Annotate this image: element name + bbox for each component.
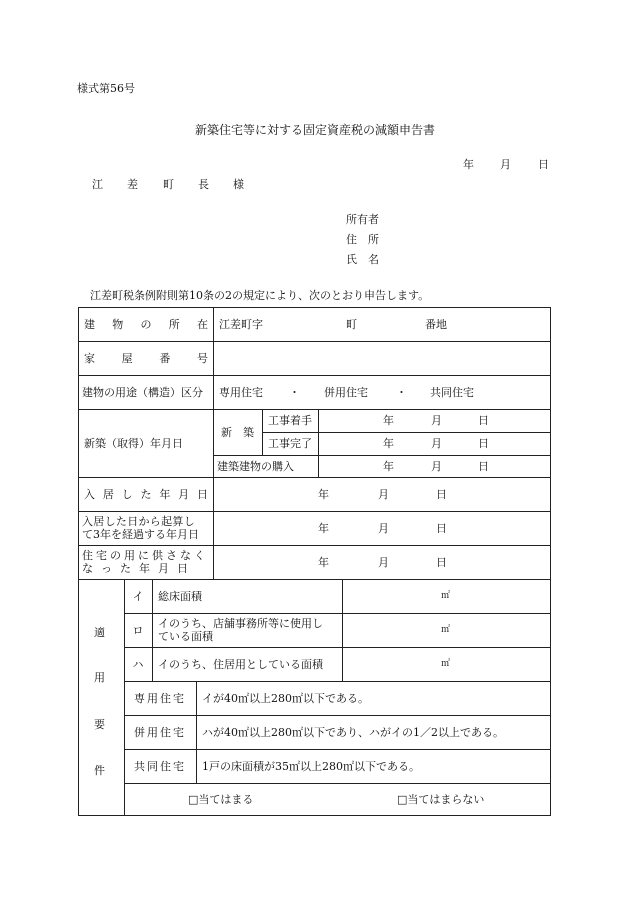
three-years-year: 年: [318, 521, 329, 535]
date-day: 日: [538, 158, 549, 171]
item-mark-ha: ハ: [132, 657, 144, 671]
item-text-ro: [158, 613, 340, 647]
construction-start-label: 工事着手: [268, 414, 312, 427]
item-unit-i: ㎡: [441, 590, 451, 601]
three-years-day: 日: [436, 521, 447, 535]
not-used-label-line1: 住宅の用に供さなく: [82, 549, 208, 562]
condition-text-shared: 1戸の床面積が35㎡以上280㎡以下である。: [202, 759, 420, 773]
side-label-1: 適: [94, 626, 105, 639]
side-label-2: 用: [94, 671, 105, 684]
item-mark-i: イ: [132, 589, 144, 603]
name-label: 氏 名: [346, 253, 379, 266]
location-label: 建 物 の 所 在: [84, 317, 208, 331]
not-used-label: [82, 545, 212, 579]
purchase-label: 建築建物の購入: [217, 459, 294, 473]
addressee-1: 江: [92, 178, 103, 191]
start-day: 日: [478, 414, 489, 427]
form-number: 様式第56号: [77, 82, 135, 95]
condition-label-dedicated: 専用住宅: [134, 691, 186, 705]
move-in-month: 月: [378, 487, 389, 501]
usage-option-combined: 併用住宅: [324, 385, 368, 399]
item-mark-ro: ロ: [132, 623, 144, 637]
move-in-label: 入 居 し た 年 月 日: [84, 487, 208, 501]
item-unit-ro: ㎡: [441, 624, 451, 635]
move-in-day: 日: [436, 487, 447, 501]
shinchiku-label: 新 築: [221, 425, 254, 439]
condition-label-shared: 共同住宅: [134, 759, 186, 773]
checkbox-applies[interactable]: □当てはまる: [188, 792, 254, 806]
item-unit-ha: ㎡: [441, 658, 451, 669]
three-years-label-line2: て3年を経過する年月日: [82, 528, 199, 541]
side-label-3: 要: [94, 718, 105, 731]
complete-month: 月: [431, 437, 442, 450]
condition-label-combined: 併用住宅: [134, 725, 186, 739]
item-text-i: 総床面積: [158, 589, 202, 603]
location-banchi: 番地: [425, 317, 447, 331]
location-town: 町: [346, 317, 357, 331]
purchase-year: 年: [383, 459, 394, 473]
three-years-label: [82, 511, 212, 545]
address-label: 住 所: [346, 233, 379, 246]
intro-text: 江差町税条例附則第10条の2の規定により、次のとおり申告します。: [90, 289, 430, 302]
usage-label: 建物の用途（構造）区分: [82, 385, 203, 399]
usage-separator-2: ・: [396, 385, 407, 399]
date-year: 年: [463, 158, 474, 171]
not-used-day: 日: [436, 555, 447, 569]
addressee-2: 差: [127, 178, 138, 191]
acquisition-label: 新築（取得）年月日: [84, 436, 183, 450]
not-used-label-line2: なった年月日: [82, 562, 196, 575]
date-month: 月: [500, 158, 511, 171]
move-in-year: 年: [318, 487, 329, 501]
start-year: 年: [383, 414, 394, 427]
not-used-year: 年: [318, 555, 329, 569]
condition-text-combined: ハが40㎡以上280㎡以下であり、ハがイの1／2以上である。: [202, 725, 504, 739]
item-text-ro-line1: イのうち、店舗事務所等に使用し: [158, 617, 323, 630]
item-text-ro-line2: ている面積: [158, 630, 213, 643]
usage-option-shared: 共同住宅: [430, 385, 474, 399]
purchase-month: 月: [431, 459, 442, 473]
page-title: 新築住宅等に対する固定資産税の減額申告書: [194, 123, 435, 137]
addressee-5: 様: [233, 178, 244, 191]
three-years-label-line1: 入居した日から起算し: [82, 515, 195, 528]
not-used-month: 月: [378, 555, 389, 569]
complete-day: 日: [478, 437, 489, 450]
three-years-month: 月: [378, 521, 389, 535]
location-prefix: 江差町字: [219, 317, 263, 331]
start-month: 月: [431, 414, 442, 427]
purchase-day: 日: [478, 459, 489, 473]
checkbox-not-applies[interactable]: □当てはまらない: [397, 792, 485, 806]
owner-label: 所有者: [346, 213, 379, 226]
side-label-4: 件: [94, 764, 105, 777]
construction-complete-label: 工事完了: [268, 437, 312, 450]
usage-separator-1: ・: [289, 385, 300, 399]
condition-text-dedicated: イが40㎡以上280㎡以下である。: [202, 691, 369, 705]
usage-option-dedicated: 専用住宅: [219, 385, 263, 399]
house-number-label: 家 屋 番 号: [84, 351, 208, 365]
item-text-ha: イのうち、住居用としている面積: [158, 657, 323, 671]
addressee-4: 長: [198, 178, 209, 191]
addressee-3: 町: [163, 178, 174, 191]
complete-year: 年: [383, 437, 394, 450]
